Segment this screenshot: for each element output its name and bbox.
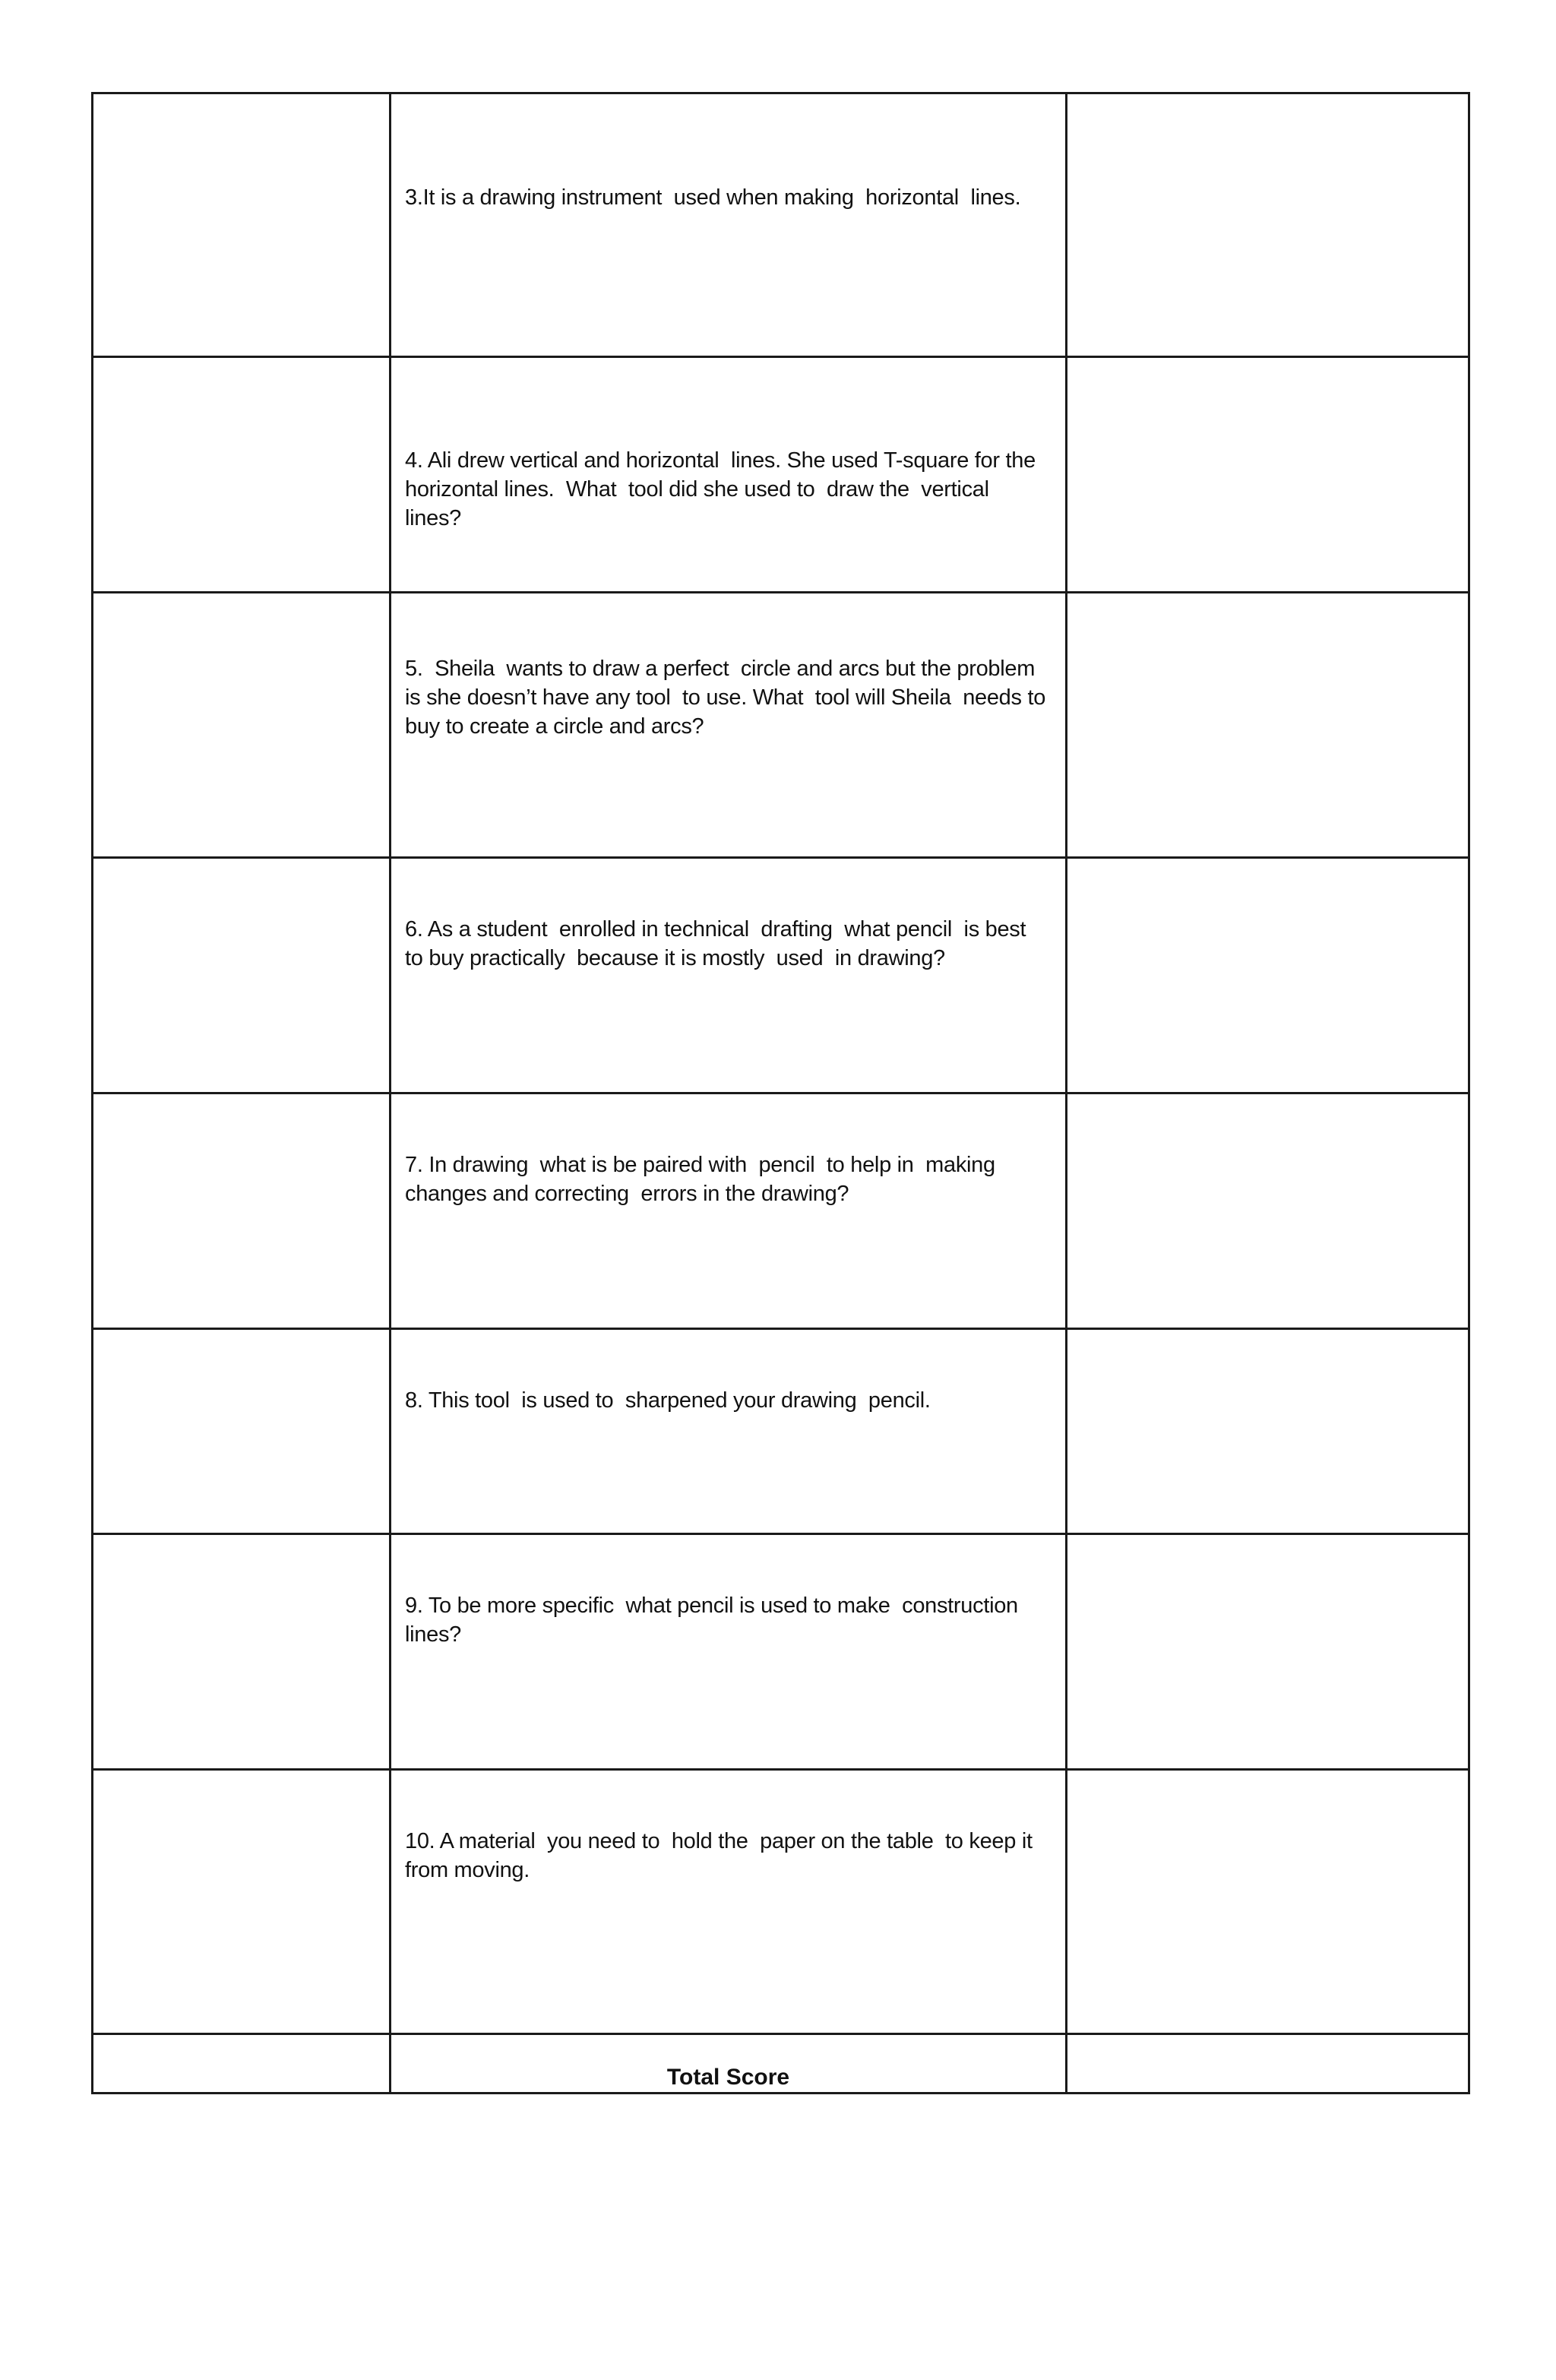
score-cell[interactable] bbox=[1067, 357, 1469, 593]
question-text: 8. This tool is used to sharpened your drawing pencil. bbox=[405, 1388, 931, 1413]
question-cell bbox=[391, 858, 1067, 1093]
table-row bbox=[93, 1329, 1469, 1534]
total-score-row bbox=[93, 2034, 1469, 2094]
table-row bbox=[93, 1093, 1469, 1329]
question-cell bbox=[391, 1534, 1067, 1770]
question-text: 6. As a student enrolled in technical drafting what pencil is best to buy practically because it is mostly used in drawing? bbox=[405, 917, 1033, 970]
question-text: 5. Sheila wants to draw a perfect circle and arcs but the problem is she doesn’t have any tool to use. What tool will Sheila needs to buy to create a circle and arcs? bbox=[405, 657, 1052, 739]
answer-cell[interactable] bbox=[93, 1770, 391, 2034]
answer-cell[interactable] bbox=[93, 1329, 391, 1534]
total-score-label: Total Score bbox=[666, 2065, 790, 2090]
question-cell bbox=[391, 1329, 1067, 1534]
score-cell[interactable] bbox=[1067, 93, 1469, 357]
score-cell[interactable] bbox=[1067, 1534, 1469, 1770]
answer-cell[interactable] bbox=[93, 1093, 391, 1329]
quiz-table bbox=[91, 92, 1470, 2094]
answer-cell[interactable] bbox=[93, 858, 391, 1093]
answer-cell[interactable] bbox=[93, 593, 391, 858]
answer-cell[interactable] bbox=[93, 357, 391, 593]
score-cell[interactable] bbox=[1067, 858, 1469, 1093]
answer-cell[interactable] bbox=[93, 2034, 391, 2094]
total-score-label-cell bbox=[391, 2034, 1067, 2094]
table-row bbox=[93, 1770, 1469, 2034]
question-cell bbox=[391, 1770, 1067, 2034]
table-row bbox=[93, 858, 1469, 1093]
question-text: 10. A material you need to hold the paper on the table to keep it from moving. bbox=[405, 1829, 1039, 1882]
score-cell[interactable] bbox=[1067, 1329, 1469, 1534]
table-row bbox=[93, 1534, 1469, 1770]
answer-cell[interactable] bbox=[93, 93, 391, 357]
table-row bbox=[93, 357, 1469, 593]
table-row bbox=[93, 93, 1469, 357]
table-row bbox=[93, 593, 1469, 858]
question-cell bbox=[391, 1093, 1067, 1329]
total-score-value-cell[interactable] bbox=[1067, 2034, 1469, 2094]
score-cell[interactable] bbox=[1067, 593, 1469, 858]
question-cell bbox=[391, 93, 1067, 357]
score-cell[interactable] bbox=[1067, 1770, 1469, 2034]
answer-cell[interactable] bbox=[93, 1534, 391, 1770]
score-cell[interactable] bbox=[1067, 1093, 1469, 1329]
question-text: 9. To be more specific what pencil is used to make construction lines? bbox=[405, 1594, 1030, 1647]
question-cell bbox=[391, 357, 1067, 593]
question-cell bbox=[391, 593, 1067, 858]
question-text: 3.It is a drawing instrument used when making horizontal lines. bbox=[405, 185, 1021, 210]
question-text: 7. In drawing what is be paired with pencil to help in making changes and correcting errors in the drawing? bbox=[405, 1153, 1007, 1206]
question-text: 4. Ali drew vertical and horizontal lines. She used T-square for the horizontal lines. What tool did she used to draw the vertical lines? bbox=[405, 448, 1042, 530]
